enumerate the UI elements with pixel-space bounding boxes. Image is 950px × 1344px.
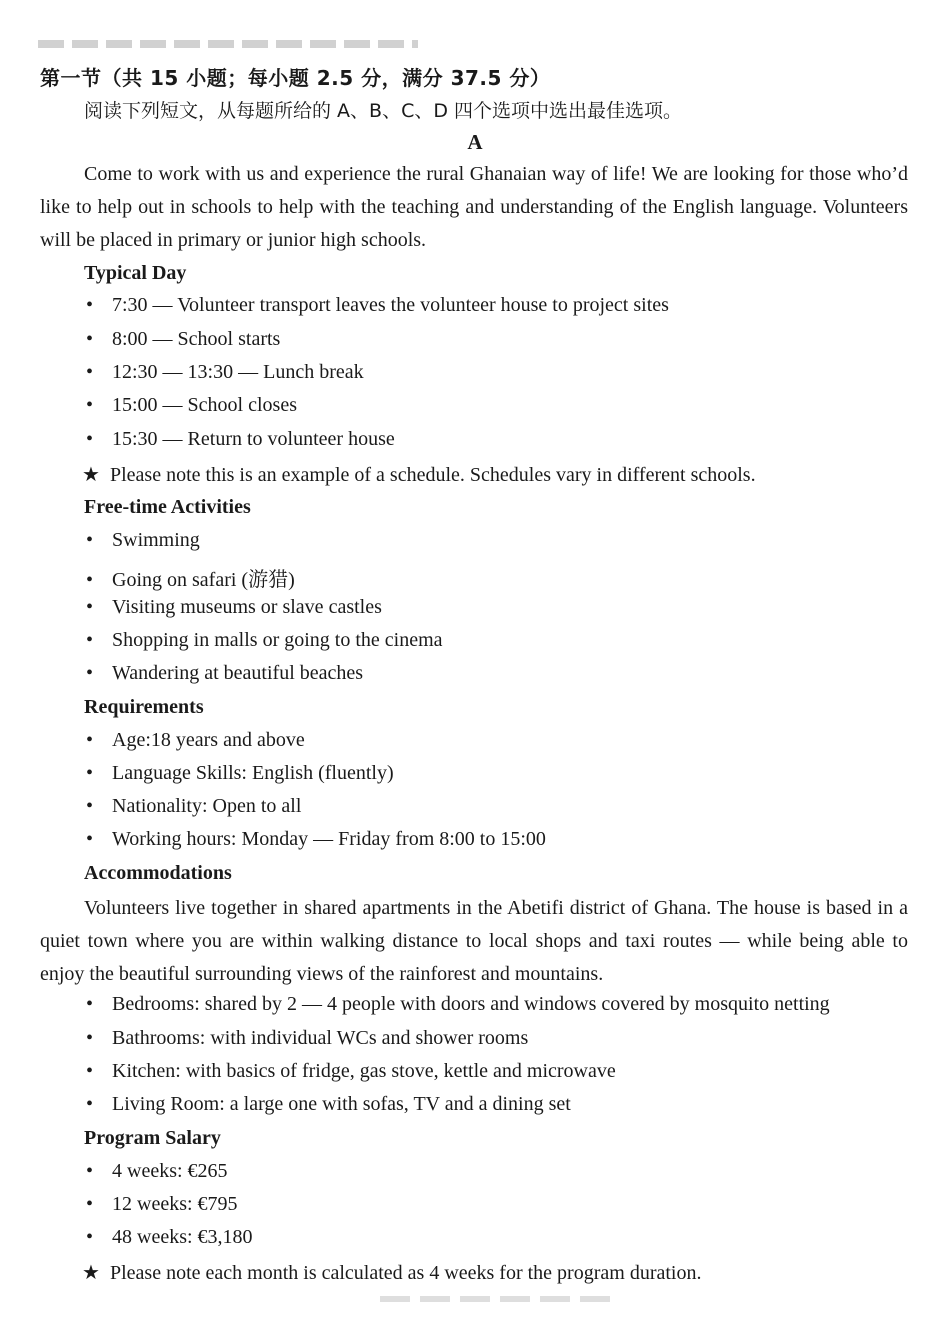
bullet-icon: • — [86, 662, 94, 684]
list-item: • Language Skills: English (fluently) — [86, 762, 394, 784]
section-heading: 第一节（共 15 小题；每小题 2.5 分，满分 37.5 分） — [40, 66, 551, 90]
bullet-icon: • — [86, 762, 94, 784]
list-item: • Bedrooms: shared by 2 — 4 people with doors and windows covered by mosquito netting — [86, 993, 830, 1015]
list-item: • 15:00 — School closes — [86, 394, 297, 416]
intro-paragraph: Come to work with us and experience the rural Ghanaian way of life! We are looking for those who’d like to help out in schools to help with the teaching and understanding of the English language. Volunteers will be placed in primary or junior high schools. — [40, 163, 908, 251]
bullet-icon: • — [86, 569, 94, 591]
scan-footer-remnant — [380, 1296, 620, 1302]
list-item: • Going on safari (游猎) — [86, 569, 295, 591]
list-item: • Working hours: Monday — Friday from 8:00 to 15:00 — [86, 828, 546, 850]
bullet-icon: • — [86, 428, 94, 450]
list-item: • Swimming — [86, 529, 200, 551]
bullet-icon: • — [86, 1226, 94, 1248]
scan-header-remnant — [38, 40, 418, 48]
list-item: • Visiting museums or slave castles — [86, 596, 382, 618]
bullet-icon: • — [86, 828, 94, 850]
bullet-icon: • — [86, 361, 94, 383]
list-item: • Living Room: a large one with sofas, TV and a dining set — [86, 1093, 571, 1115]
list-item: • 8:00 — School starts — [86, 328, 281, 350]
requirements-heading: Requirements — [84, 696, 204, 718]
list-item: • 15:30 — Return to volunteer house — [86, 428, 395, 450]
list-item: • Wandering at beautiful beaches — [86, 662, 364, 684]
salary-heading: Program Salary — [84, 1127, 221, 1149]
bullet-icon: • — [86, 328, 94, 350]
accommodations-paragraph: Volunteers live together in shared apartments in the Abetifi district of Ghana. The house is based in a quiet town where you are within walking distance to local shops and taxi routes — while being able to enjoy the beautiful surrounding views of the rainforest and mountains. — [40, 897, 908, 985]
typical-day-heading: Typical Day — [84, 262, 187, 284]
list-item: • 7:30 — Volunteer transport leaves the volunteer house to project sites — [86, 294, 669, 316]
bullet-icon: • — [86, 993, 94, 1015]
list-item: • 4 weeks: €265 — [86, 1160, 228, 1182]
list-item: • Bathrooms: with individual WCs and shower rooms — [86, 1027, 529, 1049]
bullet-icon: • — [86, 294, 94, 316]
star-icon: ★ — [82, 1262, 100, 1284]
bullet-icon: • — [86, 1193, 94, 1215]
bullet-icon: • — [86, 629, 94, 651]
free-time-heading: Free-time Activities — [84, 496, 251, 518]
salary-note: ★ Please note each month is calculated as 4 weeks for the program duration. — [82, 1262, 702, 1284]
bullet-icon: • — [86, 529, 94, 551]
accommodations-heading: Accommodations — [84, 862, 232, 884]
star-icon: ★ — [82, 464, 100, 486]
passage-label: A — [467, 130, 483, 154]
bullet-icon: • — [86, 1027, 94, 1049]
section-instruction: 阅读下列短文，从每题所给的 A、B、C、D 四个选项中选出最佳选项。 — [84, 100, 683, 122]
list-item: • Kitchen: with basics of fridge, gas stove, kettle and microwave — [86, 1060, 616, 1082]
list-item: • Shopping in malls or going to the cinema — [86, 629, 443, 651]
list-item: • 48 weeks: €3,180 — [86, 1226, 253, 1248]
list-item: • 12 weeks: €795 — [86, 1193, 238, 1215]
bullet-icon: • — [86, 596, 94, 618]
bullet-icon: • — [86, 1160, 94, 1182]
bullet-icon: • — [86, 1060, 94, 1082]
bullet-icon: • — [86, 795, 94, 817]
bullet-icon: • — [86, 394, 94, 416]
schedule-note: ★ Please note this is an example of a schedule. Schedules vary in different schools. — [82, 464, 756, 486]
bullet-icon: • — [86, 1093, 94, 1115]
list-item: • Age:18 years and above — [86, 729, 305, 751]
bullet-icon: • — [86, 729, 94, 751]
list-item: • Nationality: Open to all — [86, 795, 302, 817]
list-item: • 12:30 — 13:30 — Lunch break — [86, 361, 364, 383]
